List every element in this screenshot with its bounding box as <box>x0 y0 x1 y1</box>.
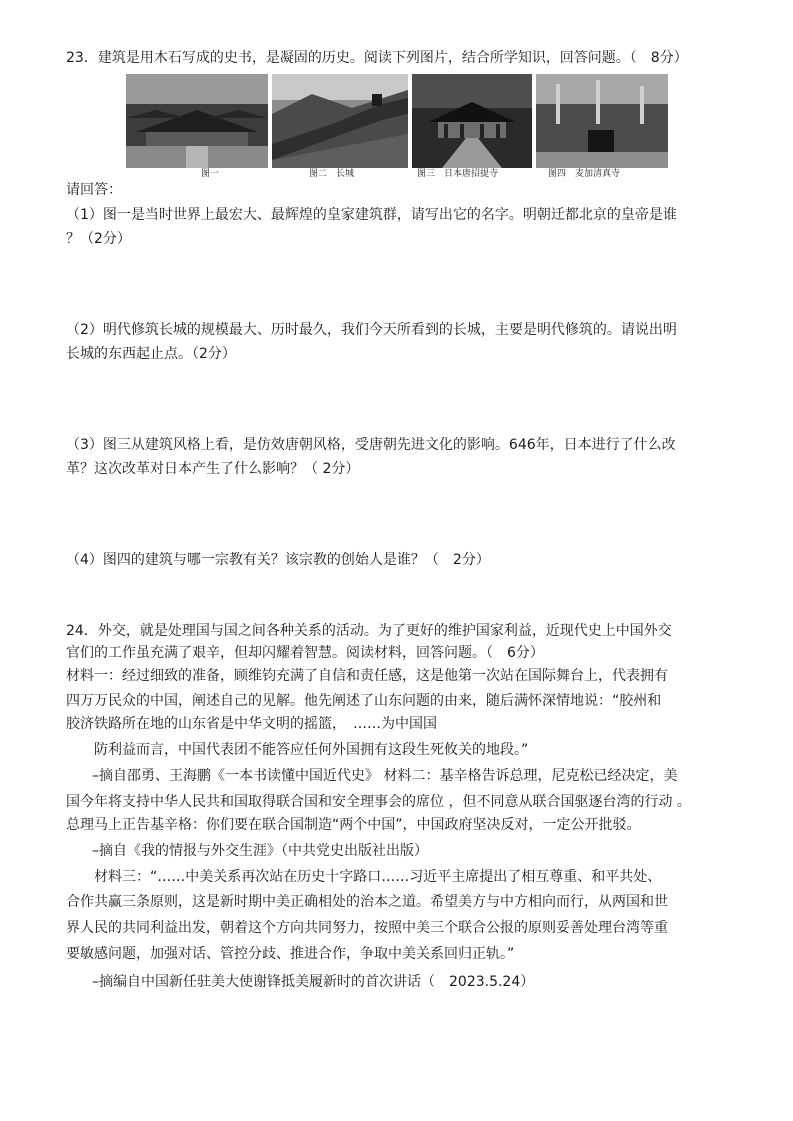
figure-1-palace-photo <box>126 74 268 168</box>
figure-3-caption: 图三 日本唐招提寺 <box>417 169 499 179</box>
question-23-3-line-2: 革？这次改革对日本产生了什么影响？（ 2分） <box>66 461 360 477</box>
material-1-line-3: 胶济铁路所在地的山东省是中华文明的摇篮， ……为中国国 <box>66 716 437 732</box>
figure-2-caption: 图二 长城 <box>309 169 355 179</box>
material-3-source: –摘编自中国新任驻美大使谢锋抵美履新时的首次讲话（ 2023.5.24） <box>92 974 535 990</box>
question-23-2-line-2: 长城的东西起止点。（2分） <box>66 346 236 362</box>
question-23-1-line-2: ？（2分） <box>66 231 131 247</box>
material-1-line-4: 防利益而言，中国代表团不能答应任何外国拥有这段生死攸关的地段。” <box>94 742 529 758</box>
figure-2-great-wall-photo <box>272 74 408 168</box>
figure-3-temple-photo <box>412 74 532 168</box>
material-3-line-3: 界人民的共同利益出发，朝着这个方向共同努力，按照中美三个联合公报的原则妥善处理台湾等重 <box>66 920 668 936</box>
material-1-line-1: 材料一：经过细致的准备，顾维钧充满了自信和责任感，这是他第一次站在国际舞台上，代表拥有 <box>66 668 668 684</box>
material-2-source: –摘自《我的情报与外交生涯》（中共党史出版社出版） <box>92 843 428 859</box>
question-23-1-line-1: （1）图一是当时世界上最宏大、最辉煌的皇家建筑群，请写出它的名字。明朝迁都北京的皇帝是谁 <box>66 207 677 223</box>
question-23-stem: 23．建筑是用木石写成的史书，是凝固的历史。阅读下列图片，结合所学知识，回答问题。（ 8分） <box>66 50 688 66</box>
material-2-line-2: 国今年将支持中华人民共和国取得联合国和安全理事会的席位 ，但不同意从联合国驱逐台湾的行动 。 <box>66 794 691 810</box>
question-23-4: （4）图四的建筑与哪一宗教有关？该宗教的创始人是谁？（ 2分） <box>66 552 490 568</box>
figure-4-mosque-photo <box>536 74 668 168</box>
material-1-source-material-2-line-1: –摘自邵勇、王海鹏《一本书读懂中国近代史》 材料二：基辛格告诉总理，尼克松已经决定，美 <box>92 768 678 784</box>
answer-prompt: 请回答： <box>66 182 122 198</box>
question-23-2-line-1: （2）明代修筑长城的规模最大、历时最久，我们今天所看到的长城，主要是明代修筑的。请说出明 <box>66 322 677 338</box>
material-3-line-2: 合作共赢三条原则，这是新时期中美正确相处的治本之道。希望美方与中方相向而行，从两国和世 <box>66 894 668 910</box>
question-24-stem-line-2: 官们的工作虽充满了艰辛，但却闪耀着智慧。阅读材料，回答问题。（ 6分） <box>66 645 544 661</box>
figure-4-caption: 图四 麦加清真寺 <box>548 169 621 179</box>
question-23-3-line-1: （3）图三从建筑风格上看，是仿效唐朝风格，受唐朝先进文化的影响。646年，日本进行了什么改 <box>66 437 676 453</box>
figure-1-caption: 图一 <box>201 169 220 179</box>
material-3-line-1: 材料三：“……中美关系再次站在历史十字路口……习近平主席提出了相互尊重、和平共处、 <box>94 869 662 885</box>
material-2-line-3: 总理马上正告基辛格：你们要在联合国制造“两个中国”，中国政府坚决反对，一定公开批驳。 <box>66 817 641 833</box>
question-24-stem-line-1: 24．外交，就是处理国与国之间各种关系的活动。为了更好的维护国家利益，近现代史上中国外交 <box>66 623 672 639</box>
material-1-line-2: 四万万民众的中国，阐述自己的见解。他先阐述了山东问题的由来，随后满怀深情地说：“胶州和 <box>66 693 662 709</box>
material-3-line-4: 要敏感问题，加强对话、管控分歧、推进合作，争取中美关系回归正轨。” <box>66 946 515 962</box>
